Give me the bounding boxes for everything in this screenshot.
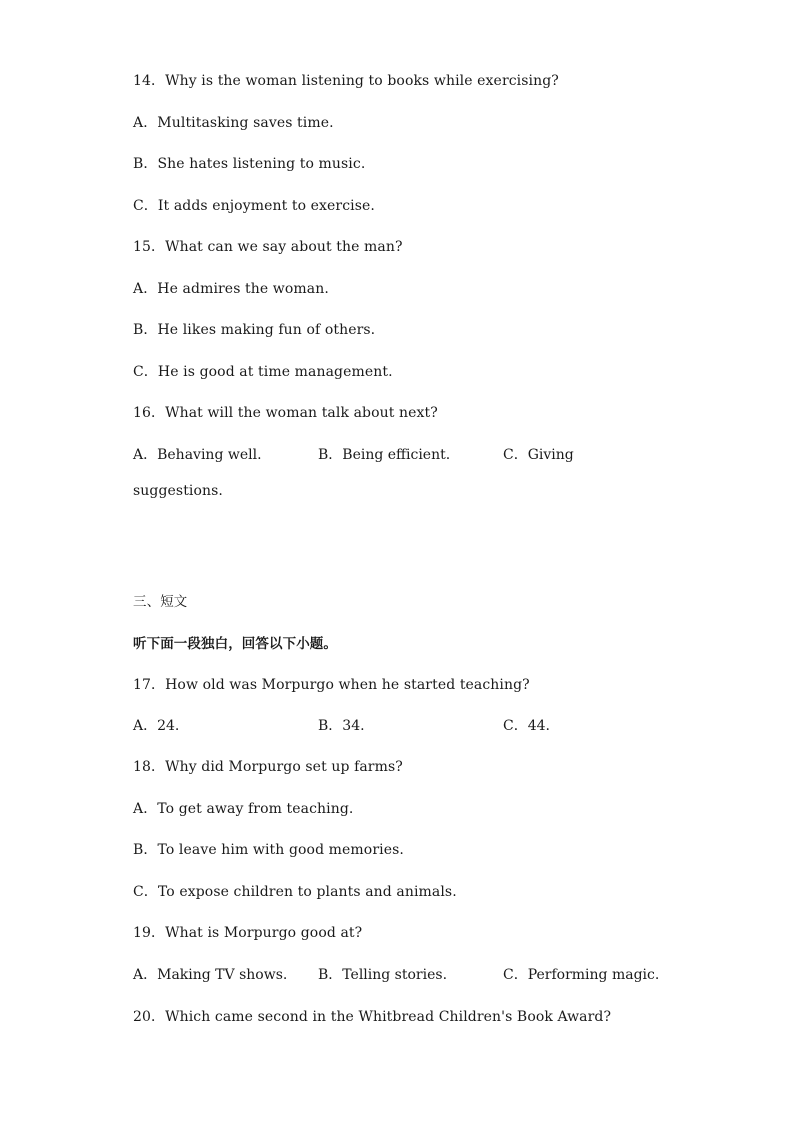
question-17-option-b: B．34. — [318, 718, 365, 734]
question-18-option-c: C．To expose children to plants and animals. — [133, 884, 457, 900]
question-19-option-a: A．Making TV shows. — [133, 967, 288, 983]
question-18-option-b: B．To leave him with good memories. — [133, 842, 404, 858]
question-17-stem: 17．How old was Morpurgo when he started teaching? — [133, 677, 530, 693]
question-16-option-a: A．Behaving well. — [133, 447, 262, 463]
question-16-option-c-continued: suggestions. — [133, 483, 223, 499]
question-18-stem: 18．Why did Morpurgo set up farms? — [133, 759, 403, 775]
question-16-option-b: B．Being efficient. — [318, 447, 451, 463]
question-14-stem: 14．Why is the woman listening to books while exercising? — [133, 73, 559, 89]
question-15-stem: 15．What can we say about the man? — [133, 239, 403, 255]
question-14-option-a: A．Multitasking saves time. — [133, 115, 334, 131]
question-20-stem: 20．Which came second in the Whitbread Children's Book Award? — [133, 1009, 612, 1025]
question-16-stem: 16．What will the woman talk about next? — [133, 405, 438, 421]
question-15-option-c: C．He is good at time management. — [133, 364, 393, 380]
section-heading: 三、短文 — [133, 594, 188, 610]
question-15-option-b: B．He likes making fun of others. — [133, 322, 376, 338]
question-17-option-a: A．24. — [133, 718, 180, 734]
question-16-option-c: C．Giving — [503, 447, 574, 463]
question-19-option-c: C．Performing magic. — [503, 967, 660, 983]
question-17-option-c: C．44. — [503, 718, 550, 734]
question-14-option-b: B．She hates listening to music. — [133, 156, 366, 172]
section-instruction: 听下面一段独白，回答以下小题。 — [133, 636, 337, 652]
question-19-stem: 19．What is Morpurgo good at? — [133, 925, 363, 941]
question-15-option-a: A．He admires the woman. — [133, 281, 329, 297]
question-14-option-c: C．It adds enjoyment to exercise. — [133, 198, 375, 214]
question-19-option-b: B．Telling stories. — [318, 967, 448, 983]
question-18-option-a: A．To get away from teaching. — [133, 801, 354, 817]
